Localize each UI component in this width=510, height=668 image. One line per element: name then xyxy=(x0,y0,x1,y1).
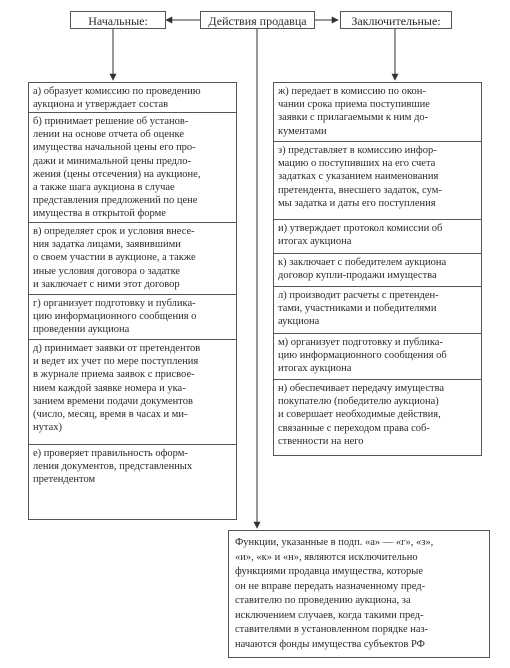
initial-item-g: г) организует подготовку и публика- цию информационного сообщения о проведении аукциона xyxy=(29,294,236,339)
seller-actions-header: Действия продавца xyxy=(200,11,315,29)
final-item-z: з) представляет в комиссию инфор- мацию о поступивших на его счета задатках с указанием наименования претендента, внесшего задаток, сум- мы задатка и даты его поступления xyxy=(274,141,481,219)
initial-item-b: б) принимает решение об установ- лении на основе отчета об оценке имущества начальной цены его про- дажи и минимальной цены предло- жения (цены отсечения) на аукционе, а также шага аукциона в случае представления предложений по цене имущества в открытой форме xyxy=(29,112,236,222)
final-actions-header: Заключительные: xyxy=(340,11,452,29)
initial-item-a: а) образует комиссию по проведению аукциона и утверждает состав xyxy=(33,86,201,111)
final-item-m: м) организует подготовку и публика- цию информационного сообщения об итогах аукциона xyxy=(274,333,481,379)
final-item-n: н) обеспечивает передачу имущества покупателю (победителю аукциона) и совершает необходимые действия, связанные с переходом права соб- ственности на него xyxy=(274,379,481,456)
final-item-k: к) заключает с победителем аукциона договор купли-продажи имущества xyxy=(274,253,481,286)
final-item-l: л) производит расчеты с претенден- тами, участниками и победителями аукциона xyxy=(274,286,481,333)
initial-item-e: е) проверяет правильность оформ- ления документов, представленных претендентом xyxy=(29,444,236,520)
initial-actions-header: Начальные: xyxy=(70,11,166,29)
exclusive-functions-note: Функции, указанные в подп. «а» — «г», «з», «и», «к» и «н», являются исключительно функциями продавца имущества, которые он не вправе передать назначенному пред- ставителю по проведению аукциона, за исключением случаев, когда такими пред- ставителями в установленном порядке наз- начаются фонды имущества субъектов РФ xyxy=(228,530,490,658)
initial-actions-list xyxy=(28,82,237,520)
initial-item-d: д) принимает заявки от претендентов и ведет их учет по мере поступления в журнале приема заявок с присвое- нием каждой заявке номера и ука- занием времени подачи документов (число, месяц, время в часах и ми- нутах) xyxy=(29,339,236,444)
final-item-i: и) утверждает протокол комиссии об итогах аукциона xyxy=(274,219,481,253)
final-item-zh: ж) передает в комиссию по окон- чании срока приема поступившие заявки с прилагаемыми к ним до- кументами xyxy=(278,86,430,137)
final-actions-list xyxy=(273,82,482,456)
initial-item-v: в) определяет срок и условия внесе- ния задатка лицами, заявившими о своем участии в аукционе, а также иные условия договора о задатке и заключает с ними этот договор xyxy=(29,222,236,294)
